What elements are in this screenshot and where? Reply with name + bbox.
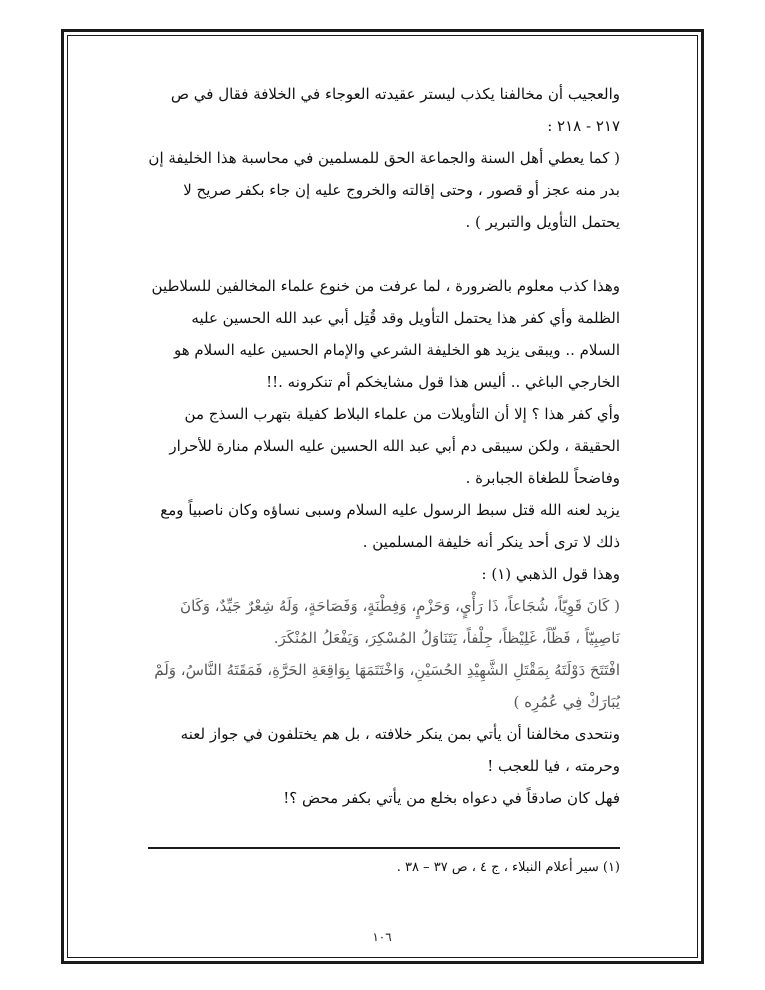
paragraph-intro: والعجيب أن مخالفنا يكذب ليستر عقيدته العوجاء في الخلافة فقال في ص ٢١٧ - ٢١٨ : (170, 85, 620, 135)
paragraph-rebuttal: وهذا كذب معلوم بالضرورة ، لما عرفت من خنوع علماء المخالفين للسلاطين الظلمة وأي كفر هذا يحتمل التأويل وقد قُتِل أبي عبد الله الحسين عليه السلام .. ويبقى يزيد هو الخليفة الشرعي والإمام الحسين عليه السلام هو الخارجي الباغي .. أليس هذا قول مشايخكم أم تنكرونه .!! (151, 277, 620, 391)
quoted-claim: ( كما يعطي أهل السنة والجماعة الحق للمسلمين في محاسبة هذا الخليفة إن بدر منه عجز أو قصور ، وحتى إقالته والخروج عليه إن جاء بكفر صريح لا يحتمل التأويل والتبرير ) . (148, 149, 620, 231)
footnote-divider (148, 847, 620, 849)
dhahabi-quote-part1: ( كَانَ قَوِيّاً، شُجَاعاً، ذَا رَأْيٍ، وَحَزْمٍ، وَفِطْنَةٍ، وَفَصَاحَةٍ، وَلَهُ شِعْرٌ جَيِّدٌ، وَكَانَ نَاصِبِيّاً ، فَظّاً، غَلِيْظاً، جِلْفاً، يَتَنَاوَلُ المُسْكِرَ، وَيَفْعَلُ المُنْكَرَ. (180, 597, 620, 647)
page-number: ١٠٦ (372, 930, 392, 944)
paragraph-interpretations: وأي كفر هذا ؟ إلا أن التأويلات من علماء البلاط كفيلة بتهرب السذج من الحقيقة ، ولكن سيبقى دم أبي عبد الله الحسين عليه السلام منارة للأحرار وفاضحاً للطغاة الجبابرة . (169, 405, 620, 487)
paragraph-gap (148, 238, 620, 270)
paragraph-yazid: يزيد لعنه الله قتل سبط الرسول عليه السلام وسبى نساؤه وكان ناصبياً ومع ذلك لا ترى أحد ينكر أنه خليفة المسلمين . (160, 501, 620, 551)
footnote: (١) سير أعلام النبلاء ، ج ٤ ، ص ٣٧ – ٣٨ . (396, 860, 620, 875)
paragraph-closing-question: فهل كان صادقاً في دعواه بخلع من يأتي بكفر محض ؟! (283, 789, 620, 807)
paragraph-dhahabi-intro: وهذا قول الذهبي (١) : (481, 565, 620, 583)
page-body (148, 78, 620, 814)
dhahabi-quote-part2: افْتَتَحَ دَوْلَتَهُ بِمَقْتَلِ الشَّهِيْدِ الحُسَيْنِ، وَاخْتَتَمَهَا بِوَاقِعَةِ الحَرَّةِ، فَمَقَتَهُ النَّاسُ، وَلَمْ يُبَارَكْ فِي عُمُرِه ) (154, 661, 620, 711)
paragraph-challenge: ونتحدى مخالفنا أن يأتي بمن ينكر خلافته ، بل هم يختلفون في جواز لعنه وحرمته ، فيا للعجب ! (180, 725, 620, 775)
